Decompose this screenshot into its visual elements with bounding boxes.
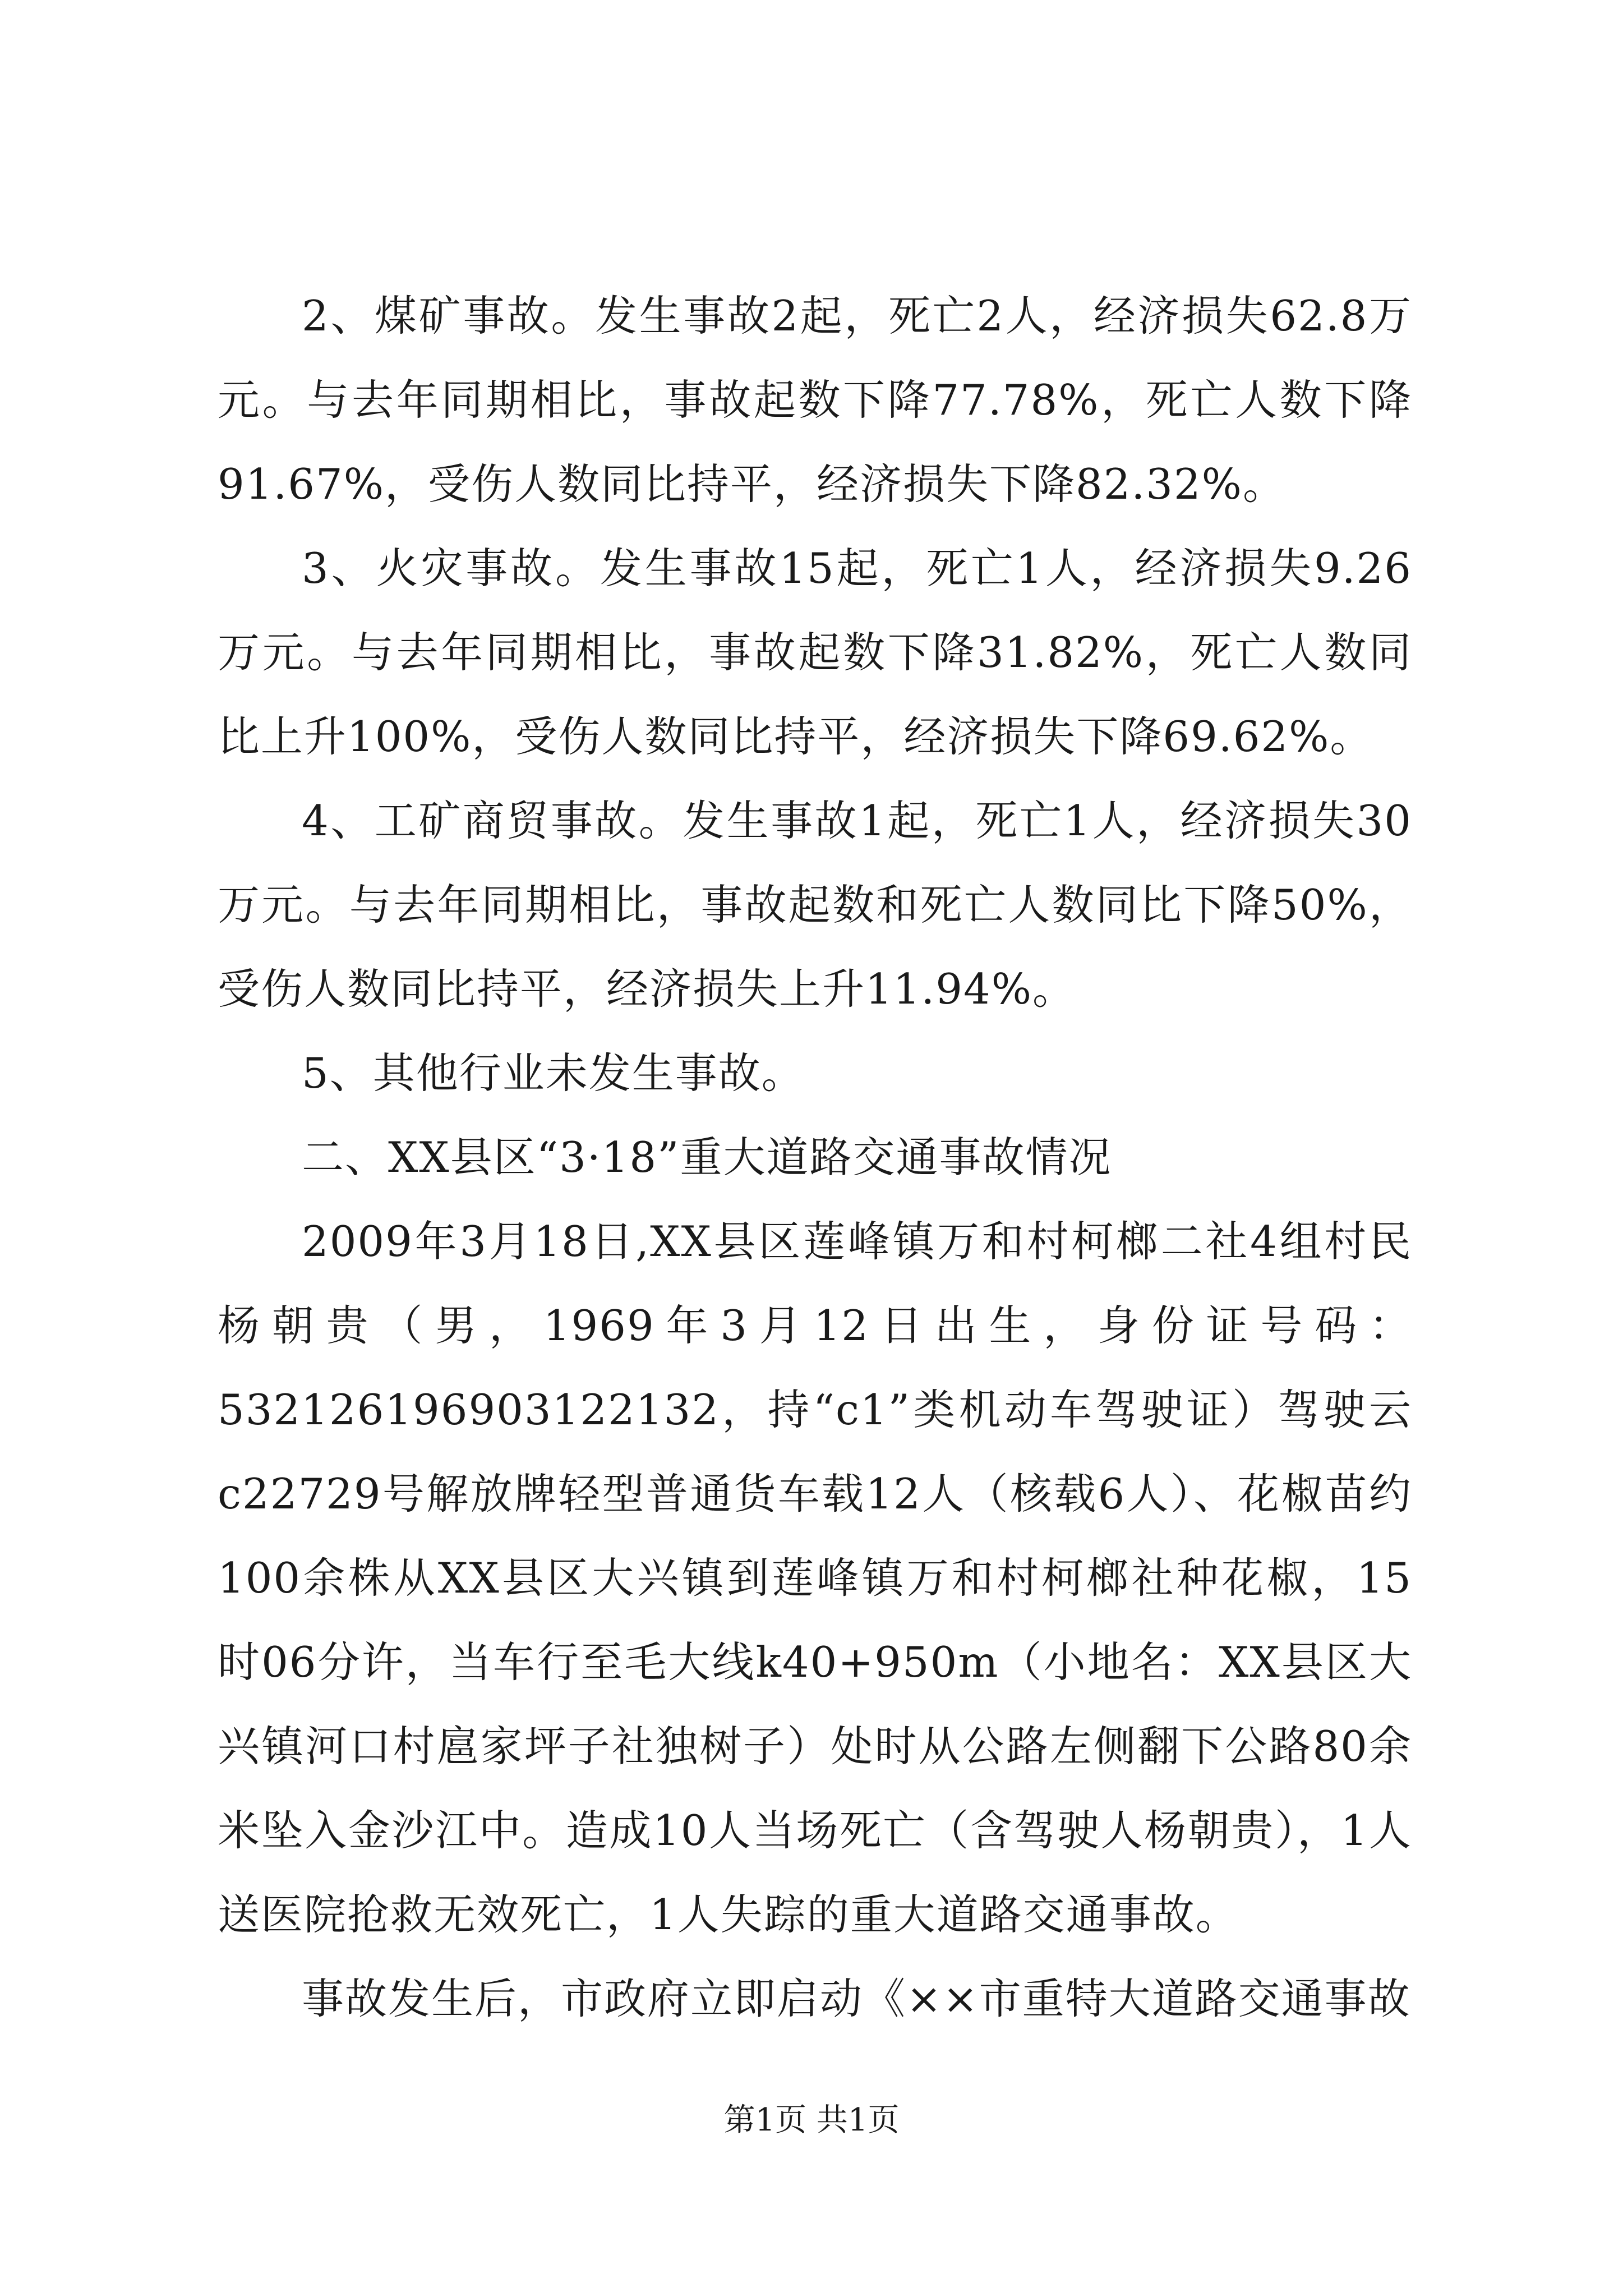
paragraph-accident-details: 2009年3月18日,XX县区莲峰镇万和村柯榔二社4组村民杨朝贵（男，1969年3月12日出生，身份证号码：532126196903122132，持“c1”类机动车驾驶证）驾驶云c22729号解放牌轻型普通货车载12人（核载6人）、花椒苗约100余株从XX县区大兴镇到莲峰镇万和村柯榔社种花椒，15时06分许，当车行至毛大线k40+950m（小地名：XX县区大兴镇河口村扈家坪子社独树子）处时从公路左侧翻下公路80余米坠入金沙江中。造成10人当场死亡（含驾驶人杨朝贵），1人送医院抢救无效死亡，1人失踪的重大道路交通事故。 [218,1217,1412,1939]
page-footer: 第1页 共1页 [723,2102,900,2138]
paragraph-emergency-response: 事故发生后，市政府立即启动《××市重特大道路交通事故 [302,1974,1411,2023]
paragraph-coal-mine-accidents: 2、煤矿事故。发生事故2起，死亡2人，经济损失62.8万元。与去年同期相比，事故起数下降77.78%，死亡人数下降91.67%，受伤人数同比持平，经济损失下降82.32%。 [218,291,1412,509]
section-heading-3-18-accident: 二、XX县区“3·18”重大道路交通事故情况 [302,1133,1112,1182]
paragraph-fire-accidents: 3、火灾事故。发生事故15起，死亡1人，经济损失9.26万元。与去年同期相比，事故起数下降31.82%，死亡人数同比上升100%，受伤人数同比持平，经济损失下降69.62%。 [218,544,1412,761]
paragraph-other-industries: 5、其他行业未发生事故。 [302,1048,805,1098]
document-body [218,274,1412,2041]
paragraph-industrial-trade-accidents: 4、工矿商贸事故。发生事故1起，死亡1人，经济损失30万元。与去年同期相比，事故起数和死亡人数同比下降50%，受伤人数同比持平，经济损失上升11.94%。 [218,796,1412,1014]
